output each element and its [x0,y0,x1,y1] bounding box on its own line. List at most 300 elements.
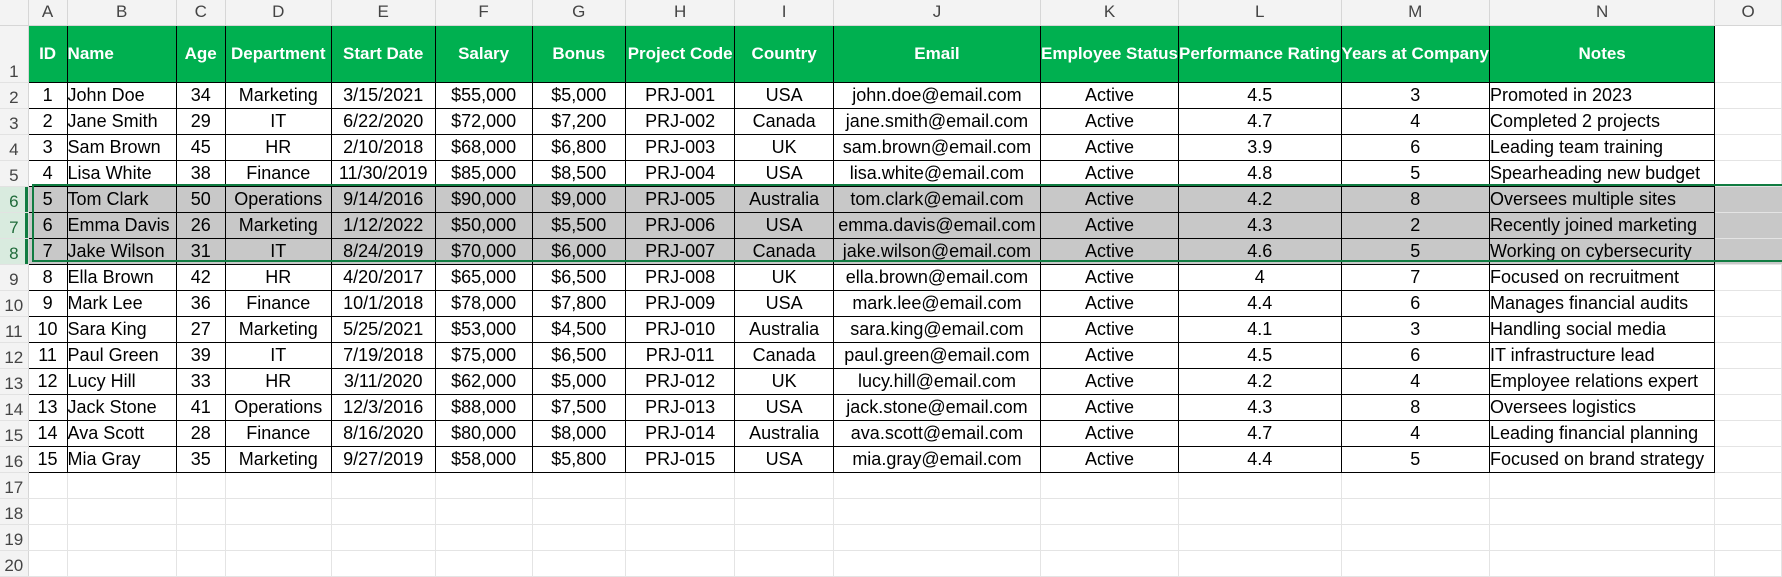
header-cell[interactable]: Years at Company [1341,25,1489,82]
header-cell[interactable]: ID [28,25,67,82]
data-cell[interactable]: $8,000 [532,420,625,446]
data-cell[interactable]: Ella Brown [67,264,176,290]
data-cell[interactable]: 11 [28,342,67,368]
data-cell[interactable]: Marketing [225,212,331,238]
data-cell[interactable]: Active [1041,134,1179,160]
data-cell[interactable]: Oversees logistics [1489,394,1714,420]
data-cell[interactable]: $55,000 [435,82,532,108]
data-cell[interactable]: Active [1041,368,1179,394]
data-cell[interactable]: 8 [1341,186,1489,212]
data-cell[interactable]: 8/16/2020 [331,420,435,446]
empty-cell[interactable] [625,524,734,550]
empty-cell[interactable] [1715,472,1782,498]
empty-cell[interactable] [1715,134,1782,160]
column-header-e[interactable]: E [331,0,435,25]
empty-cell[interactable] [1041,498,1179,524]
header-cell[interactable]: Country [735,25,834,82]
data-cell[interactable]: PRJ-001 [625,82,734,108]
empty-cell[interactable] [1715,550,1782,576]
empty-cell[interactable] [532,524,625,550]
data-cell[interactable]: 33 [176,368,225,394]
empty-cell[interactable] [225,472,331,498]
empty-cell[interactable] [532,498,625,524]
empty-cell[interactable] [1715,498,1782,524]
header-cell[interactable]: Performance Rating [1179,25,1342,82]
data-cell[interactable]: $5,000 [532,82,625,108]
data-cell[interactable]: Jane Smith [67,108,176,134]
row-header[interactable]: 13 [0,368,28,394]
data-cell[interactable]: HR [225,134,331,160]
data-cell[interactable]: 4/20/2017 [331,264,435,290]
empty-cell[interactable] [176,472,225,498]
row-header[interactable]: 7 [0,212,28,238]
empty-cell[interactable] [1715,342,1782,368]
column-header-h[interactable]: H [625,0,734,25]
data-cell[interactable]: 3 [1341,316,1489,342]
data-cell[interactable]: John Doe [67,82,176,108]
data-cell[interactable]: 2/10/2018 [331,134,435,160]
empty-cell[interactable] [331,472,435,498]
data-cell[interactable]: PRJ-006 [625,212,734,238]
data-cell[interactable]: PRJ-003 [625,134,734,160]
data-cell[interactable]: Jake Wilson [67,238,176,264]
data-cell[interactable]: 1/12/2022 [331,212,435,238]
empty-cell[interactable] [1489,472,1714,498]
empty-cell[interactable] [1715,160,1782,186]
data-cell[interactable]: PRJ-012 [625,368,734,394]
data-cell[interactable]: UK [735,368,834,394]
data-cell[interactable]: PRJ-015 [625,446,734,472]
data-cell[interactable]: $75,000 [435,342,532,368]
data-cell[interactable]: 7 [28,238,67,264]
empty-cell[interactable] [625,498,734,524]
data-cell[interactable]: john.doe@email.com [833,82,1040,108]
data-cell[interactable]: 6 [28,212,67,238]
data-cell[interactable]: jack.stone@email.com [833,394,1040,420]
empty-cell[interactable] [28,498,67,524]
data-cell[interactable]: 4.6 [1179,238,1342,264]
empty-cell[interactable] [1715,420,1782,446]
empty-cell[interactable] [1715,82,1782,108]
empty-cell[interactable] [1489,550,1714,576]
data-cell[interactable]: $72,000 [435,108,532,134]
data-cell[interactable]: lucy.hill@email.com [833,368,1040,394]
empty-cell[interactable] [176,524,225,550]
data-cell[interactable]: tom.clark@email.com [833,186,1040,212]
empty-cell[interactable] [735,472,834,498]
data-cell[interactable]: $5,000 [532,368,625,394]
row-header[interactable]: 6 [0,186,28,212]
data-cell[interactable]: Recently joined marketing [1489,212,1714,238]
empty-cell[interactable] [532,550,625,576]
data-cell[interactable]: Completed 2 projects [1489,108,1714,134]
data-cell[interactable]: 3.9 [1179,134,1342,160]
data-cell[interactable]: $65,000 [435,264,532,290]
data-cell[interactable]: $4,500 [532,316,625,342]
data-cell[interactable]: 2 [28,108,67,134]
data-cell[interactable]: USA [735,290,834,316]
data-cell[interactable]: $85,000 [435,160,532,186]
empty-cell[interactable] [1715,368,1782,394]
data-cell[interactable]: PRJ-011 [625,342,734,368]
data-cell[interactable]: Canada [735,238,834,264]
data-cell[interactable]: Canada [735,108,834,134]
data-cell[interactable]: 6 [1341,290,1489,316]
empty-cell[interactable] [1715,186,1782,212]
data-cell[interactable]: 7/19/2018 [331,342,435,368]
data-cell[interactable]: 4.8 [1179,160,1342,186]
data-cell[interactable]: IT [225,342,331,368]
data-cell[interactable]: USA [735,160,834,186]
header-cell[interactable]: Start Date [331,25,435,82]
data-cell[interactable]: 4.4 [1179,290,1342,316]
data-cell[interactable]: Manages financial audits [1489,290,1714,316]
row-header[interactable]: 14 [0,394,28,420]
data-cell[interactable]: 5/25/2021 [331,316,435,342]
empty-cell[interactable] [1715,264,1782,290]
data-cell[interactable]: HR [225,264,331,290]
data-cell[interactable]: 3 [1341,82,1489,108]
data-cell[interactable]: Marketing [225,446,331,472]
empty-cell[interactable] [1715,394,1782,420]
empty-cell[interactable] [435,498,532,524]
data-cell[interactable]: Lisa White [67,160,176,186]
column-header-n[interactable]: N [1489,0,1714,25]
column-header-i[interactable]: I [735,0,834,25]
data-cell[interactable]: PRJ-004 [625,160,734,186]
data-cell[interactable]: 4.3 [1179,212,1342,238]
data-cell[interactable]: Promoted in 2023 [1489,82,1714,108]
data-cell[interactable]: 4.5 [1179,82,1342,108]
data-cell[interactable]: Finance [225,420,331,446]
data-cell[interactable]: IT infrastructure lead [1489,342,1714,368]
empty-cell[interactable] [1489,524,1714,550]
data-cell[interactable]: PRJ-002 [625,108,734,134]
data-cell[interactable]: Jack Stone [67,394,176,420]
data-cell[interactable]: Active [1041,420,1179,446]
data-cell[interactable]: Active [1041,394,1179,420]
empty-cell[interactable] [532,472,625,498]
data-cell[interactable]: 50 [176,186,225,212]
data-cell[interactable]: Australia [735,316,834,342]
empty-cell[interactable] [1041,524,1179,550]
column-header-m[interactable]: M [1341,0,1489,25]
header-cell[interactable]: Age [176,25,225,82]
header-cell[interactable]: Project Code [625,25,734,82]
data-cell[interactable]: $62,000 [435,368,532,394]
data-cell[interactable]: Handling social media [1489,316,1714,342]
empty-cell[interactable] [225,550,331,576]
row-header[interactable]: 9 [0,264,28,290]
empty-cell[interactable] [1179,472,1342,498]
empty-cell[interactable] [67,498,176,524]
data-cell[interactable]: 10 [28,316,67,342]
data-cell[interactable]: PRJ-014 [625,420,734,446]
data-cell[interactable]: Lucy Hill [67,368,176,394]
data-cell[interactable]: 8 [1341,394,1489,420]
data-cell[interactable]: PRJ-010 [625,316,734,342]
empty-cell[interactable] [1041,550,1179,576]
data-cell[interactable]: $7,800 [532,290,625,316]
data-cell[interactable]: 12 [28,368,67,394]
empty-cell[interactable] [1715,25,1782,82]
data-cell[interactable]: 11/30/2019 [331,160,435,186]
empty-cell[interactable] [176,498,225,524]
empty-cell[interactable] [735,498,834,524]
data-cell[interactable]: 4.1 [1179,316,1342,342]
header-cell[interactable]: Salary [435,25,532,82]
row-header[interactable]: 15 [0,420,28,446]
column-header-j[interactable]: J [833,0,1040,25]
data-cell[interactable]: emma.davis@email.com [833,212,1040,238]
data-cell[interactable]: 9/14/2016 [331,186,435,212]
data-cell[interactable]: $7,500 [532,394,625,420]
empty-cell[interactable] [833,550,1040,576]
row-header[interactable]: 18 [0,498,28,524]
data-cell[interactable]: Mia Gray [67,446,176,472]
data-cell[interactable]: Active [1041,264,1179,290]
row-header[interactable]: 17 [0,472,28,498]
row-header[interactable]: 5 [0,160,28,186]
empty-cell[interactable] [1715,108,1782,134]
data-cell[interactable]: 6 [1341,342,1489,368]
data-cell[interactable]: Operations [225,186,331,212]
header-cell[interactable]: Employee Status [1041,25,1179,82]
data-cell[interactable]: Active [1041,82,1179,108]
empty-cell[interactable] [1341,524,1489,550]
data-cell[interactable]: Active [1041,186,1179,212]
data-cell[interactable]: Active [1041,238,1179,264]
empty-cell[interactable] [1715,290,1782,316]
row-header[interactable]: 20 [0,550,28,576]
column-header-o[interactable]: O [1715,0,1782,25]
data-cell[interactable]: Spearheading new budget [1489,160,1714,186]
empty-cell[interactable] [331,524,435,550]
data-cell[interactable]: Working on cybersecurity [1489,238,1714,264]
data-cell[interactable]: PRJ-008 [625,264,734,290]
empty-cell[interactable] [833,524,1040,550]
data-cell[interactable]: Sam Brown [67,134,176,160]
data-cell[interactable]: $5,800 [532,446,625,472]
empty-cell[interactable] [833,498,1040,524]
data-cell[interactable]: Ava Scott [67,420,176,446]
data-cell[interactable]: mia.gray@email.com [833,446,1040,472]
data-cell[interactable]: $5,500 [532,212,625,238]
data-cell[interactable]: 12/3/2016 [331,394,435,420]
data-cell[interactable]: 10/1/2018 [331,290,435,316]
row-header[interactable]: 8 [0,238,28,264]
header-cell[interactable]: Name [67,25,176,82]
data-cell[interactable]: 13 [28,394,67,420]
empty-cell[interactable] [435,550,532,576]
empty-cell[interactable] [331,550,435,576]
data-cell[interactable]: Active [1041,342,1179,368]
empty-cell[interactable] [435,472,532,498]
data-cell[interactable]: Leading team training [1489,134,1714,160]
data-cell[interactable]: 26 [176,212,225,238]
data-cell[interactable]: $6,500 [532,342,625,368]
empty-cell[interactable] [176,550,225,576]
data-cell[interactable]: 2 [1341,212,1489,238]
data-cell[interactable]: lisa.white@email.com [833,160,1040,186]
empty-cell[interactable] [67,472,176,498]
data-cell[interactable]: 6 [1341,134,1489,160]
row-header[interactable]: 11 [0,316,28,342]
data-cell[interactable]: 4.2 [1179,186,1342,212]
data-cell[interactable]: 4 [1341,420,1489,446]
empty-cell[interactable] [1341,498,1489,524]
data-cell[interactable]: Finance [225,290,331,316]
data-cell[interactable]: 29 [176,108,225,134]
data-cell[interactable]: 4.7 [1179,108,1342,134]
empty-cell[interactable] [67,550,176,576]
data-cell[interactable]: Active [1041,290,1179,316]
data-cell[interactable]: IT [225,108,331,134]
data-cell[interactable]: $88,000 [435,394,532,420]
data-cell[interactable]: 4 [1179,264,1342,290]
row-header[interactable]: 4 [0,134,28,160]
data-cell[interactable]: 4.4 [1179,446,1342,472]
row-header[interactable]: 1 [0,25,28,82]
data-cell[interactable]: PRJ-009 [625,290,734,316]
data-cell[interactable]: 15 [28,446,67,472]
data-cell[interactable]: HR [225,368,331,394]
empty-cell[interactable] [735,550,834,576]
data-cell[interactable]: Leading financial planning [1489,420,1714,446]
data-cell[interactable]: Focused on brand strategy [1489,446,1714,472]
data-cell[interactable]: 9 [28,290,67,316]
data-cell[interactable]: Active [1041,212,1179,238]
data-cell[interactable]: UK [735,264,834,290]
data-cell[interactable]: 4 [1341,108,1489,134]
data-cell[interactable]: sara.king@email.com [833,316,1040,342]
empty-cell[interactable] [225,524,331,550]
row-header[interactable]: 12 [0,342,28,368]
data-cell[interactable]: Marketing [225,316,331,342]
data-cell[interactable]: $78,000 [435,290,532,316]
empty-cell[interactable] [1715,212,1782,238]
data-cell[interactable]: Employee relations expert [1489,368,1714,394]
empty-cell[interactable] [625,550,734,576]
data-cell[interactable]: 36 [176,290,225,316]
data-cell[interactable]: 4.3 [1179,394,1342,420]
row-header[interactable]: 16 [0,446,28,472]
header-cell[interactable]: Notes [1489,25,1714,82]
data-cell[interactable]: PRJ-013 [625,394,734,420]
empty-cell[interactable] [735,524,834,550]
data-cell[interactable]: ella.brown@email.com [833,264,1040,290]
data-cell[interactable]: 4 [28,160,67,186]
empty-cell[interactable] [331,498,435,524]
empty-cell[interactable] [833,472,1040,498]
empty-cell[interactable] [28,472,67,498]
data-cell[interactable]: 9/27/2019 [331,446,435,472]
data-cell[interactable]: 4 [1341,368,1489,394]
data-cell[interactable]: $53,000 [435,316,532,342]
data-cell[interactable]: Finance [225,160,331,186]
data-cell[interactable]: Focused on recruitment [1489,264,1714,290]
empty-cell[interactable] [1179,498,1342,524]
data-cell[interactable]: paul.green@email.com [833,342,1040,368]
data-cell[interactable]: Canada [735,342,834,368]
data-cell[interactable]: ava.scott@email.com [833,420,1040,446]
data-cell[interactable]: $58,000 [435,446,532,472]
empty-cell[interactable] [1715,238,1782,264]
data-cell[interactable]: mark.lee@email.com [833,290,1040,316]
data-cell[interactable]: Tom Clark [67,186,176,212]
data-cell[interactable]: 1 [28,82,67,108]
column-header-a[interactable]: A [28,0,67,25]
header-cell[interactable]: Email [833,25,1040,82]
data-cell[interactable]: 39 [176,342,225,368]
data-cell[interactable]: $6,500 [532,264,625,290]
data-cell[interactable]: 27 [176,316,225,342]
data-cell[interactable]: 4.5 [1179,342,1342,368]
data-cell[interactable]: Mark Lee [67,290,176,316]
data-cell[interactable]: PRJ-005 [625,186,734,212]
data-cell[interactable]: 35 [176,446,225,472]
column-header-d[interactable]: D [225,0,331,25]
data-cell[interactable]: Australia [735,186,834,212]
empty-cell[interactable] [67,524,176,550]
column-header-k[interactable]: K [1041,0,1179,25]
empty-cell[interactable] [625,472,734,498]
data-cell[interactable]: sam.brown@email.com [833,134,1040,160]
data-cell[interactable]: USA [735,446,834,472]
data-cell[interactable]: 41 [176,394,225,420]
empty-cell[interactable] [1041,472,1179,498]
data-cell[interactable]: 5 [1341,238,1489,264]
data-cell[interactable]: $9,000 [532,186,625,212]
empty-cell[interactable] [1715,524,1782,550]
data-cell[interactable]: 5 [1341,160,1489,186]
data-cell[interactable]: Operations [225,394,331,420]
data-cell[interactable]: $70,000 [435,238,532,264]
row-header[interactable]: 3 [0,108,28,134]
data-cell[interactable]: $6,800 [532,134,625,160]
empty-cell[interactable] [1489,498,1714,524]
data-cell[interactable]: $68,000 [435,134,532,160]
data-cell[interactable]: $80,000 [435,420,532,446]
header-cell[interactable]: Bonus [532,25,625,82]
data-cell[interactable]: Sara King [67,316,176,342]
row-header[interactable]: 19 [0,524,28,550]
column-header-f[interactable]: F [435,0,532,25]
empty-cell[interactable] [435,524,532,550]
data-cell[interactable]: $8,500 [532,160,625,186]
empty-cell[interactable] [28,524,67,550]
data-cell[interactable]: $7,200 [532,108,625,134]
data-cell[interactable]: Australia [735,420,834,446]
data-cell[interactable]: 3/11/2020 [331,368,435,394]
data-cell[interactable]: PRJ-007 [625,238,734,264]
data-cell[interactable]: 45 [176,134,225,160]
data-cell[interactable]: $6,000 [532,238,625,264]
data-cell[interactable]: 14 [28,420,67,446]
data-cell[interactable]: UK [735,134,834,160]
column-header-g[interactable]: G [532,0,625,25]
data-cell[interactable]: 5 [28,186,67,212]
data-cell[interactable]: 31 [176,238,225,264]
data-cell[interactable]: $90,000 [435,186,532,212]
row-header[interactable]: 2 [0,82,28,108]
select-all-corner[interactable] [0,0,28,25]
column-header-l[interactable]: L [1179,0,1342,25]
data-cell[interactable]: USA [735,394,834,420]
empty-cell[interactable] [1179,550,1342,576]
empty-cell[interactable] [1715,316,1782,342]
header-cell[interactable]: Department [225,25,331,82]
